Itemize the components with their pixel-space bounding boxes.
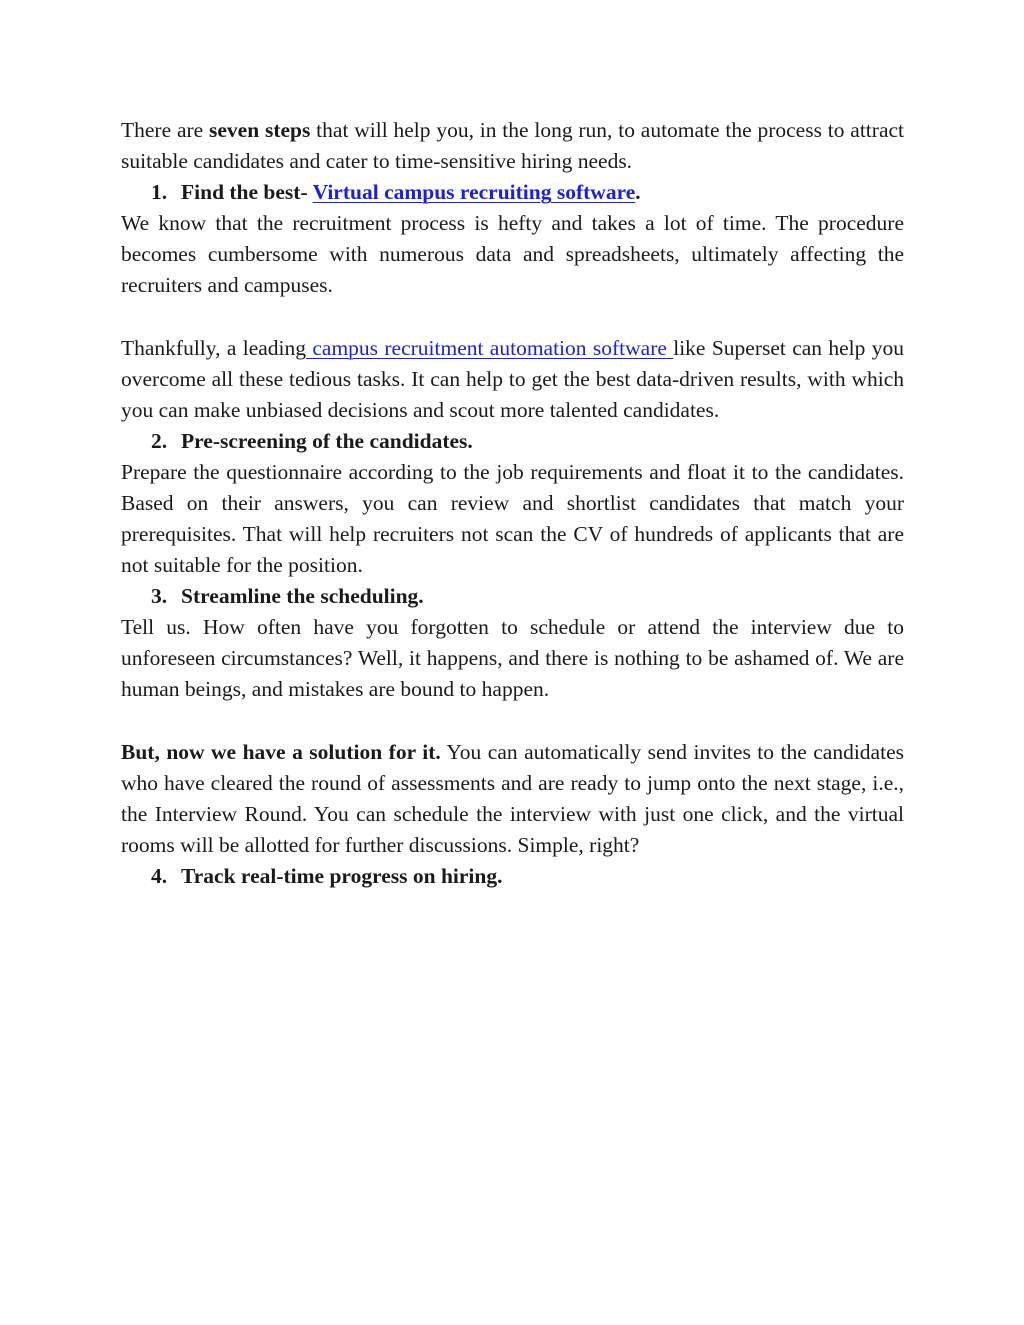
step1-p2-end: like Superset can help you overcome all these tedious tasks. It can help to get the best data-driven results, with which you can make unbiased decisions and scout more talented candidates. xyxy=(121,336,904,422)
step1-paragraph-1: We know that the recruitment process is hefty and takes a lot of time. The procedure becomes cumbersome with numerous data and spreadsheets, ultimately affecting the recruiters and campuses. xyxy=(121,211,904,297)
step1-number: 1. xyxy=(151,180,168,204)
intro-paragraph xyxy=(121,115,904,177)
step1-suffix: . xyxy=(635,180,641,204)
step1-title: Find the best- xyxy=(181,180,313,204)
virtual-campus-recruiting-software-link[interactable]: Virtual campus recruiting software xyxy=(312,180,636,204)
step3-paragraph-1: Tell us. How often have you forgotten to schedule or attend the interview due to unforeseen circumstances? Well, it happens, and there is nothing to be ashamed of. We are human beings, and mistakes are bound to happen. xyxy=(121,615,904,701)
step3-p2-rest: You can automatically send invites to the candidates who have cleared the round of assessments and are ready to jump onto the next stage, i.e., the Interview Round. You can schedule the interview with just one click, and the virtual rooms will be allotted for further discussions. Simple, right? xyxy=(121,740,904,857)
step4-number: 4. xyxy=(151,864,168,888)
step3-title: Streamline the scheduling. xyxy=(181,584,424,608)
step1-p2-start: Thankfully, a leading xyxy=(121,336,307,360)
step4-title: Track real-time progress on hiring. xyxy=(181,864,503,888)
campus-recruitment-automation-software-link[interactable]: campus recruitment automation software xyxy=(306,336,674,360)
step2-number: 2. xyxy=(151,429,168,453)
step1-paragraph-2 xyxy=(121,333,904,426)
document-page xyxy=(121,115,904,892)
intro-text-start: There are xyxy=(121,118,209,142)
step3-p2-bold: But, now we have a solution for it. xyxy=(121,740,441,764)
step1-heading xyxy=(121,177,904,208)
intro-bold-text: seven steps xyxy=(209,118,311,142)
step2-title: Pre-screening of the candidates. xyxy=(181,429,473,453)
step4-heading xyxy=(121,861,904,892)
step3-heading xyxy=(121,581,904,612)
intro-text-end: that will help you, in the long run, to automate the process to attract suitable candidates and cater to time-sensitive hiring needs. xyxy=(121,118,904,173)
step3-paragraph-2 xyxy=(121,737,904,861)
step2-paragraph-1: Prepare the questionnaire according to the job requirements and float it to the candidates. Based on their answers, you can review and shortlist candidates that match your prerequisites. That will help recruiters not scan the CV of hundreds of applicants that are not suitable for the position. xyxy=(121,460,904,577)
step3-number: 3. xyxy=(151,584,168,608)
step2-heading xyxy=(121,426,904,457)
